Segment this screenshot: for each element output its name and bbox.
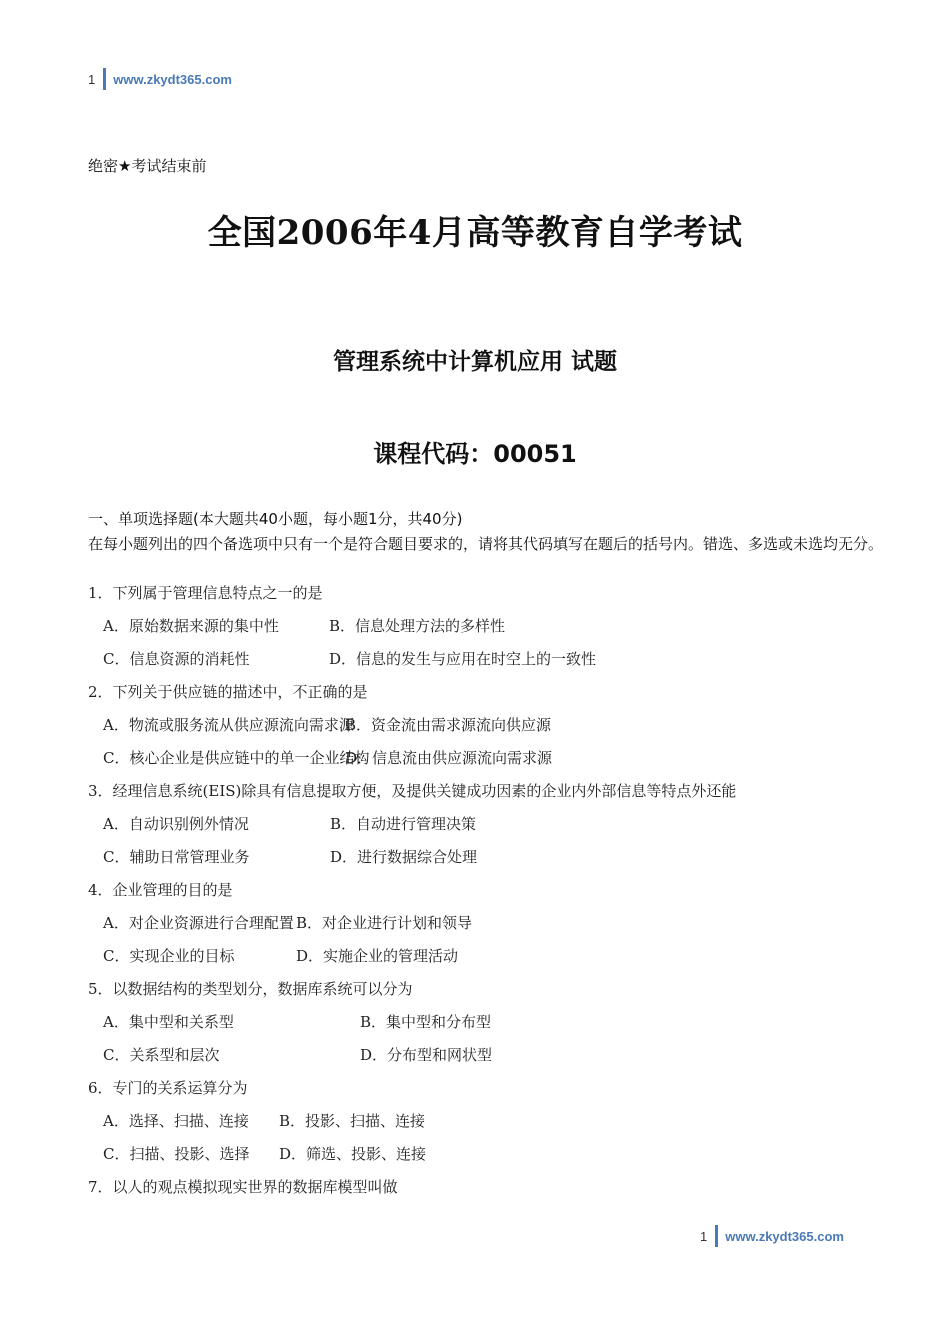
option-row bbox=[88, 1140, 908, 1173]
answer-option: B．资金流由需求源流向供应源 bbox=[345, 716, 552, 734]
answer-option: C．扫描、投影、选择 bbox=[103, 1145, 250, 1163]
question-list bbox=[88, 579, 908, 1206]
option-row bbox=[88, 612, 908, 645]
question-stem: 1．下列属于管理信息特点之一的是 bbox=[88, 584, 323, 602]
section-heading: 一、单项选择题(本大题共40小题，每小题1分，共40分) bbox=[88, 510, 463, 528]
answer-option: A．原始数据来源的集中性 bbox=[103, 617, 279, 635]
answer-option: D．分布型和网状型 bbox=[360, 1046, 493, 1064]
answer-option: B．信息处理方法的多样性 bbox=[329, 617, 506, 635]
subject-title: 管理系统中计算机应用 试题 bbox=[332, 349, 617, 375]
option-row bbox=[88, 909, 908, 942]
answer-option: B．自动进行管理决策 bbox=[330, 815, 477, 833]
answer-option: C．信息资源的消耗性 bbox=[103, 650, 250, 668]
exam-title: 全国2006年4月高等教育自学考试 bbox=[207, 213, 743, 253]
option-row bbox=[88, 711, 908, 744]
option-row bbox=[88, 1041, 908, 1074]
footer-divider bbox=[715, 1225, 718, 1247]
footer-page-number: 1 bbox=[700, 1228, 708, 1244]
page-header bbox=[88, 68, 232, 90]
option-row bbox=[88, 1008, 908, 1041]
footer-site-link[interactable]: www.zkydt365.com bbox=[725, 1228, 844, 1244]
answer-option: A．物流或服务流从供应源流向需求源 bbox=[103, 716, 354, 734]
option-row bbox=[88, 810, 908, 843]
question-stem: 3．经理信息系统(EIS)除具有信息提取方便，及提供关键成功因素的企业内外部信息等特点外还能 bbox=[88, 782, 737, 800]
answer-option: D．进行数据综合处理 bbox=[330, 848, 478, 866]
section-instructions: 在每小题列出的四个备选项中只有一个是符合题目要求的，请将其代码填写在题后的括号内。错选、多选或未选均无分。 bbox=[88, 535, 884, 553]
answer-option: A．集中型和关系型 bbox=[103, 1013, 234, 1031]
answer-option: D．信息的发生与应用在时空上的一致性 bbox=[329, 650, 597, 668]
option-row bbox=[88, 744, 908, 777]
answer-option: A．选择、扫描、连接 bbox=[103, 1112, 249, 1130]
answer-option: B．对企业进行计划和领导 bbox=[296, 914, 473, 932]
course-code: 课程代码：00051 bbox=[373, 440, 577, 468]
answer-option: C．关系型和层次 bbox=[103, 1046, 220, 1064]
page-footer bbox=[700, 1225, 844, 1247]
answer-option: C．实现企业的目标 bbox=[103, 947, 235, 965]
answer-option: D．信息流由供应源流向需求源 bbox=[345, 749, 553, 767]
answer-option: C．辅助日常管理业务 bbox=[103, 848, 250, 866]
answer-option: A．对企业资源进行合理配置 bbox=[103, 914, 294, 932]
question-stem: 5．以数据结构的类型划分，数据库系统可以分为 bbox=[88, 980, 413, 998]
header-divider bbox=[103, 68, 106, 90]
answer-option: C．核心企业是供应链中的单一企业结构 bbox=[103, 749, 370, 767]
question-stem: 2．下列关于供应链的描述中，不正确的是 bbox=[88, 683, 368, 701]
option-row bbox=[88, 843, 908, 876]
header-site-link[interactable]: www.zkydt365.com bbox=[113, 71, 232, 87]
option-row bbox=[88, 645, 908, 678]
option-row bbox=[88, 1107, 908, 1140]
section-intro bbox=[88, 507, 888, 557]
answer-option: A．自动识别例外情况 bbox=[103, 815, 249, 833]
answer-option: B．投影、扫描、连接 bbox=[279, 1112, 426, 1130]
option-row bbox=[88, 942, 908, 975]
answer-option: B．集中型和分布型 bbox=[360, 1013, 492, 1031]
answer-option: D．筛选、投影、连接 bbox=[279, 1145, 427, 1163]
secret-label: 绝密★考试结束前 bbox=[88, 157, 207, 175]
header-page-number: 1 bbox=[88, 71, 96, 87]
question-stem: 4．企业管理的目的是 bbox=[88, 881, 233, 899]
question-stem: 6．专门的关系运算分为 bbox=[88, 1079, 248, 1097]
answer-option: D．实施企业的管理活动 bbox=[296, 947, 459, 965]
question-stem: 7．以人的观点模拟现实世界的数据库模型叫做 bbox=[88, 1178, 398, 1196]
